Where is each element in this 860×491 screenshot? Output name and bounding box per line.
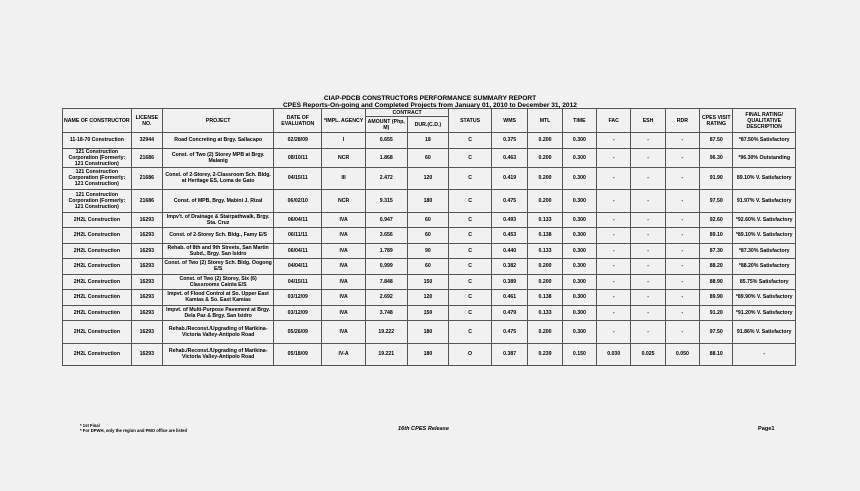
table-row <box>63 167 796 190</box>
cell-wms: 0.375 <box>491 133 527 149</box>
cell-fac: - <box>597 243 631 259</box>
cell-agency: NCR <box>322 148 366 167</box>
cell-esh: - <box>631 190 665 213</box>
cell-esh: - <box>631 133 665 149</box>
cell-amount: 0.655 <box>365 133 407 149</box>
cell-wms: 0.419 <box>491 167 527 190</box>
cell-status: C <box>449 290 492 306</box>
cell-license: 16293 <box>131 290 162 306</box>
cell-license: 21686 <box>131 167 162 190</box>
cell-fac: - <box>597 228 631 244</box>
header-amount: AMOUNT (Php, M) <box>365 117 407 133</box>
cell-status: C <box>449 190 492 213</box>
cell-visit: 91.90 <box>700 167 733 190</box>
cell-constructor: 2H2L Construction <box>63 212 132 228</box>
cell-status: C <box>449 228 492 244</box>
table-row <box>63 243 796 259</box>
cell-amount: 19.221 <box>365 343 407 366</box>
cell-final: 91.97% V. Satisfactory <box>733 190 796 213</box>
cell-final: 89.10% V. Satisfactory <box>733 167 796 190</box>
cell-final: - <box>733 343 796 366</box>
cell-constructor: 2H2L Construction <box>63 343 132 366</box>
cell-constructor: 2H2L Construction <box>63 259 132 275</box>
cell-status: C <box>449 321 492 344</box>
cell-date: 08/10/11 <box>274 148 322 167</box>
table-row <box>63 148 796 167</box>
table-row <box>63 343 796 366</box>
cell-agency: IVA <box>322 212 366 228</box>
cell-final: *96.30% Outstanding <box>733 148 796 167</box>
cell-esh: - <box>631 212 665 228</box>
cell-wms: 0.440 <box>491 243 527 259</box>
cell-final: *92.60% V. Satisfactory <box>733 212 796 228</box>
cell-rdr: - <box>665 133 699 149</box>
cell-project: Rehab./Reconst./Upgrading of Marikina-Victoria Valley-Antipolo Road <box>162 321 273 344</box>
cell-amount: 3.748 <box>365 305 407 321</box>
cell-visit: 87.30 <box>700 243 733 259</box>
cell-license: 16293 <box>131 321 162 344</box>
cell-amount: 3.656 <box>365 228 407 244</box>
cell-time: 0.300 <box>562 321 596 344</box>
cell-amount: 19.222 <box>365 321 407 344</box>
table-body <box>63 133 796 366</box>
cell-license: 16293 <box>131 259 162 275</box>
cell-final: *91.20% V. Satisfactory <box>733 305 796 321</box>
cell-project: Const. of MPB, Brgy. Mabini J. Rizal <box>162 190 273 213</box>
cell-wms: 0.461 <box>491 290 527 306</box>
cell-time: 0.300 <box>562 190 596 213</box>
cell-project: Const. of Two (2) Storey MPB at Brgy. Malanig <box>162 148 273 167</box>
cell-esh: - <box>631 167 665 190</box>
cell-amount: 7.848 <box>365 274 407 290</box>
cell-agency: III <box>322 167 366 190</box>
cell-visit: 96.30 <box>700 148 733 167</box>
cell-date: 04/15/11 <box>274 167 322 190</box>
cell-dur: 150 <box>407 274 449 290</box>
table-row <box>63 321 796 344</box>
cell-constructor: 2H2L Construction <box>63 274 132 290</box>
cell-final: 91.86% V. Satisfactory <box>733 321 796 344</box>
cell-agency: IVA <box>322 321 366 344</box>
cell-wms: 0.493 <box>491 212 527 228</box>
cell-project: Road Concreting at Brgy. Sallacapo <box>162 133 273 149</box>
header-name-of-constructor: NAME OF CONSTRUCTOR <box>63 109 132 133</box>
cell-agency: IVA <box>322 243 366 259</box>
header-date-of-evaluation: DATE OF EVALUATION <box>274 109 322 133</box>
cell-constructor: 11-18-70 Construction <box>63 133 132 149</box>
cell-fac: - <box>597 259 631 275</box>
cell-visit: 89.90 <box>700 290 733 306</box>
cell-dur: 18 <box>407 133 449 149</box>
cell-mtl: 0.200 <box>528 259 562 275</box>
cell-wms: 0.453 <box>491 228 527 244</box>
cell-agency: IVA <box>322 274 366 290</box>
cell-date: 06/11/11 <box>274 228 322 244</box>
cell-time: 0.300 <box>562 228 596 244</box>
cell-rdr: - <box>665 212 699 228</box>
header-license-no: LICENSE NO. <box>131 109 162 133</box>
cell-project: Const. of Two (2) Storey, Six (6) Classrooms Cainta E/S <box>162 274 273 290</box>
cell-date: 06/04/11 <box>274 243 322 259</box>
cell-esh: - <box>631 274 665 290</box>
cell-license: 16293 <box>131 228 162 244</box>
cell-fac: - <box>597 212 631 228</box>
cell-amount: 0.999 <box>365 259 407 275</box>
cell-date: 03/12/09 <box>274 305 322 321</box>
cell-mtl: 0.200 <box>528 321 562 344</box>
header-time: TIME <box>562 109 596 133</box>
cell-fac: - <box>597 290 631 306</box>
cell-status: C <box>449 167 492 190</box>
cell-agency: IV-A <box>322 343 366 366</box>
cell-dur: 180 <box>407 190 449 213</box>
cell-rdr: - <box>665 290 699 306</box>
cell-wms: 0.479 <box>491 305 527 321</box>
header-final-rating: FINAL RATING/ QUALITATIVE DESCRIPTION <box>733 109 796 133</box>
cell-status: C <box>449 148 492 167</box>
header-status: STATUS <box>449 109 492 133</box>
cell-constructor: 121 Construction Corporation (Formerly: 121 Construction) <box>63 167 132 190</box>
header-impl-agency: *IMPL. AGENCY <box>322 109 366 133</box>
cell-mtl: 0.200 <box>528 167 562 190</box>
cell-esh: - <box>631 259 665 275</box>
cell-constructor: 2H2L Construction <box>63 243 132 259</box>
cell-amount: 1.789 <box>365 243 407 259</box>
cell-agency: NCR <box>322 190 366 213</box>
cell-rdr: 0.050 <box>665 343 699 366</box>
header-cpes-visit-rating: CPES VISIT RATING <box>700 109 733 133</box>
header-contract: CONTRACT <box>365 109 448 117</box>
cell-visit: 92.60 <box>700 212 733 228</box>
cell-license: 21686 <box>131 148 162 167</box>
table-row <box>63 274 796 290</box>
table-row <box>63 133 796 149</box>
cell-agency: IVA <box>322 228 366 244</box>
cell-constructor: 2H2L Construction <box>63 290 132 306</box>
cell-project: Impv't. of Drainage & Stairpathwalk, Brgy. Sta. Cruz <box>162 212 273 228</box>
cell-esh: - <box>631 321 665 344</box>
cell-dur: 60 <box>407 148 449 167</box>
cell-visit: 89.10 <box>700 228 733 244</box>
cell-amount: 2.472 <box>365 167 407 190</box>
cell-wms: 0.475 <box>491 190 527 213</box>
report-subtitle: CPES Reports-On-going and Completed Projects from January 01, 2010 to December 31, 2012 <box>283 102 577 109</box>
cell-date: 03/12/09 <box>274 290 322 306</box>
cell-time: 0.300 <box>562 259 596 275</box>
cell-date: 06/02/10 <box>274 190 322 213</box>
cell-esh: - <box>631 290 665 306</box>
cell-license: 16293 <box>131 343 162 366</box>
cell-amount: 1.868 <box>365 148 407 167</box>
table-row <box>63 259 796 275</box>
cell-dur: 60 <box>407 259 449 275</box>
cell-project: Const. of 2-Storey, 2-Classroom Sch. Bldg. at Heritage ES, Loma de Gato <box>162 167 273 190</box>
cell-fac: - <box>597 190 631 213</box>
cell-project: Rehab. of 8th and 9th Streets, San Martin Subd., Brgy. San Isidro <box>162 243 273 259</box>
cell-esh: - <box>631 305 665 321</box>
cell-license: 32944 <box>131 133 162 149</box>
cell-esh: - <box>631 243 665 259</box>
cell-visit: 91.20 <box>700 305 733 321</box>
cell-dur: 60 <box>407 228 449 244</box>
cell-final: *87.50% Satisfactory <box>733 133 796 149</box>
cell-time: 0.300 <box>562 290 596 306</box>
cell-rdr: - <box>665 243 699 259</box>
cell-time: 0.300 <box>562 243 596 259</box>
cell-mtl: 0.200 <box>528 190 562 213</box>
cell-status: O <box>449 343 492 366</box>
cell-constructor: 2H2L Construction <box>63 321 132 344</box>
header-mtl: MTL <box>528 109 562 133</box>
cell-final: 85.75% Satisfactory <box>733 274 796 290</box>
cell-amount: 9.315 <box>365 190 407 213</box>
cell-dur: 120 <box>407 167 449 190</box>
cell-visit: 97.50 <box>700 190 733 213</box>
cell-dur: 90 <box>407 243 449 259</box>
cell-status: C <box>449 212 492 228</box>
cell-dur: 60 <box>407 212 449 228</box>
cell-rdr: - <box>665 167 699 190</box>
cell-visit: 88.90 <box>700 274 733 290</box>
cell-agency: IVA <box>322 290 366 306</box>
cell-time: 0.300 <box>562 133 596 149</box>
cell-rdr: - <box>665 148 699 167</box>
header-project: PROJECT <box>162 109 273 133</box>
cell-dur: 150 <box>407 305 449 321</box>
cell-constructor: 121 Construction Corporation (Formerly: 121 Construction) <box>63 148 132 167</box>
table-row <box>63 305 796 321</box>
header-duration: DUR.(C.D.) <box>407 117 449 133</box>
cell-esh: - <box>631 148 665 167</box>
cell-mtl: 0.133 <box>528 305 562 321</box>
cell-visit: 97.50 <box>700 321 733 344</box>
cell-date: 05/18/09 <box>274 343 322 366</box>
header-rdr: RDR <box>665 109 699 133</box>
header-esh: ESH <box>631 109 665 133</box>
cell-dur: 180 <box>407 343 449 366</box>
cell-wms: 0.475 <box>491 321 527 344</box>
cell-license: 16293 <box>131 305 162 321</box>
cell-date: 04/15/11 <box>274 274 322 290</box>
cell-time: 0.300 <box>562 274 596 290</box>
cell-status: C <box>449 259 492 275</box>
cell-fac: - <box>597 133 631 149</box>
cell-project: Impvt. of Multi-Purpose Pavement at Brgy. Dela Paz & Brgy. San Isidro <box>162 305 273 321</box>
cell-time: 0.150 <box>562 343 596 366</box>
table-row <box>63 190 796 213</box>
page-number: Page1 <box>758 426 775 432</box>
cell-wms: 0.389 <box>491 274 527 290</box>
cell-status: C <box>449 133 492 149</box>
cell-time: 0.300 <box>562 212 596 228</box>
cell-date: 04/04/11 <box>274 259 322 275</box>
cell-license: 16293 <box>131 274 162 290</box>
cell-rdr: - <box>665 274 699 290</box>
cell-date: 02/28/09 <box>274 133 322 149</box>
cell-license: 16293 <box>131 212 162 228</box>
cell-final: *88.20% Satisfactory <box>733 259 796 275</box>
header-fac: FAC <box>597 109 631 133</box>
release-label: 16th CPES Release <box>398 426 449 432</box>
footnote-first-final: * 1st Final <box>80 423 100 428</box>
cell-license: 21686 <box>131 190 162 213</box>
cell-project: Const. of Two (2) Storey Sch. Bldg. Oogong E/S <box>164 260 272 273</box>
cell-final: *89.10% V. Satisfactory <box>733 228 796 244</box>
cell-date: 06/04/11 <box>274 212 322 228</box>
cell-visit: 87.50 <box>700 133 733 149</box>
cell-time: 0.300 <box>562 148 596 167</box>
cell-mtl: 0.200 <box>528 133 562 149</box>
cell-mtl: 0.239 <box>528 343 562 366</box>
footnote-dpwh: * For DPWH, only the region and PMO office are listed <box>80 428 188 433</box>
cell-license: 16293 <box>131 243 162 259</box>
cell-amount: 0.947 <box>365 212 407 228</box>
cell-mtl: 0.138 <box>528 290 562 306</box>
cell-status: C <box>449 243 492 259</box>
cell-wms: 0.387 <box>491 343 527 366</box>
cell-project: Rehab./Reconst./Upgrading of Marikina-Victoria Valley-Antipolo Road <box>162 343 273 366</box>
cell-dur: 120 <box>407 290 449 306</box>
cell-rdr: - <box>665 228 699 244</box>
table-row <box>63 228 796 244</box>
footnotes <box>80 423 187 433</box>
cell-final: *89.90% V. Satisfactory <box>733 290 796 306</box>
cell-agency: IVA <box>322 305 366 321</box>
cell-mtl: 0.133 <box>528 212 562 228</box>
cell-mtl: 0.200 <box>528 148 562 167</box>
cell-constructor: 2H2L Construction <box>63 228 132 244</box>
cell-fac: 0.030 <box>597 343 631 366</box>
cell-mtl: 0.133 <box>528 243 562 259</box>
performance-table <box>62 108 796 366</box>
cell-agency: I <box>322 133 366 149</box>
cell-fac: - <box>597 167 631 190</box>
cell-visit: 88.10 <box>700 343 733 366</box>
cell-rdr: - <box>665 305 699 321</box>
table-row <box>63 212 796 228</box>
cell-mtl: 0.138 <box>528 228 562 244</box>
cell-project: Impvt. of Flood Control at So. Upper East Kamias & So. East Kamias <box>162 290 273 306</box>
cell-mtl: 0.200 <box>528 274 562 290</box>
cell-esh: 0.025 <box>631 343 665 366</box>
cell-dur: 180 <box>407 321 449 344</box>
table-row <box>63 290 796 306</box>
cell-esh: - <box>631 228 665 244</box>
cell-project: Const. of 2-Storey Sch. Bldg., Famy E/S <box>162 228 273 244</box>
cell-fac: - <box>597 305 631 321</box>
cell-constructor: 121 Construction Corporation (Formerly: 121 Construction) <box>63 190 132 213</box>
cell-status: C <box>449 274 492 290</box>
cell-fac: - <box>597 148 631 167</box>
cell-fac: - <box>597 274 631 290</box>
cell-rdr: - <box>665 259 699 275</box>
cell-constructor: 2H2L Construction <box>63 305 132 321</box>
report-title: CIAP-PDCB CONSTRUCTORS PERFORMANCE SUMMARY REPORT <box>323 95 537 102</box>
cell-status: C <box>449 305 492 321</box>
cell-visit: 88.20 <box>700 259 733 275</box>
cell-amount: 2.692 <box>365 290 407 306</box>
cell-final: *87.30% Satisfactory <box>733 243 796 259</box>
cell-time: 0.300 <box>562 305 596 321</box>
cell-rdr: - <box>665 190 699 213</box>
cell-date: 05/26/09 <box>274 321 322 344</box>
cell-wms: 0.463 <box>491 148 527 167</box>
cell-agency: IVA <box>322 259 366 275</box>
cell-fac: - <box>597 321 631 344</box>
cell-wms: 0.382 <box>491 259 527 275</box>
header-wms: WMS <box>491 109 527 133</box>
cell-rdr: - <box>665 321 699 344</box>
cell-time: 0.300 <box>562 167 596 190</box>
